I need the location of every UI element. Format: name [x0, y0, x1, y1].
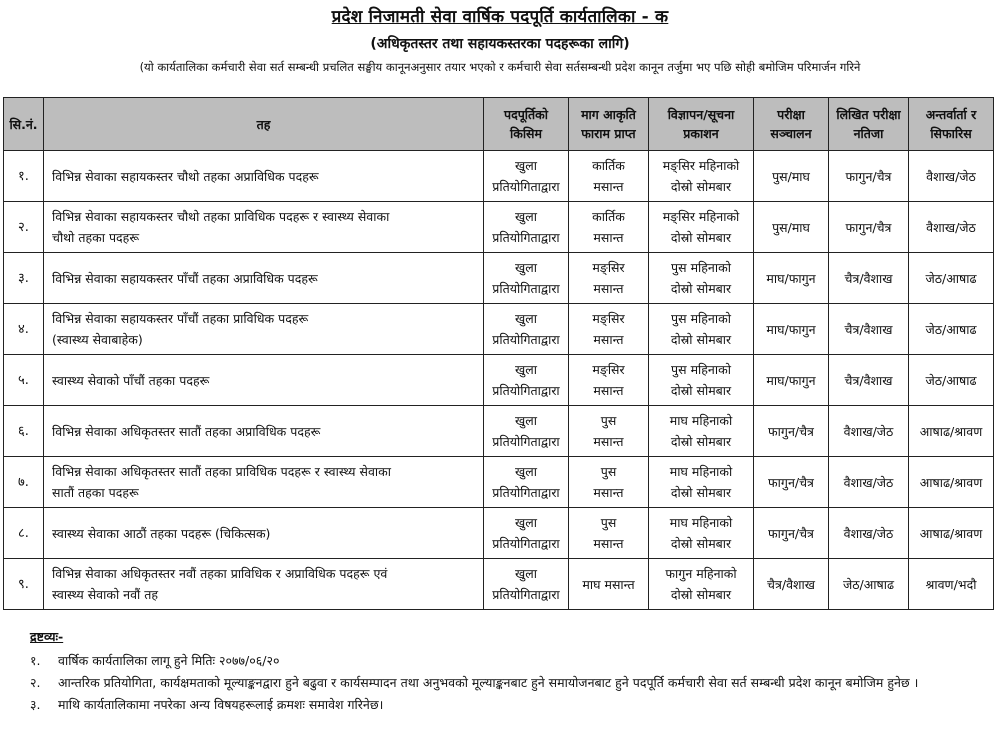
cell-sn: १.: [4, 151, 44, 202]
header-type: पदपूर्तिको किसिम: [484, 98, 569, 151]
cell-result: वैशाख/जेठ: [829, 457, 909, 508]
cell-sn: ६.: [4, 406, 44, 457]
cell-result: फागुन/चैत्र: [829, 202, 909, 253]
cell-sn: ८.: [4, 508, 44, 559]
header-form: माग आकृति फाराम प्राप्त: [569, 98, 649, 151]
cell-ad: पुस महिनाको दोस्रो सोमबार: [649, 355, 754, 406]
cell-result: वैशाख/जेठ: [829, 508, 909, 559]
cell-form: कार्तिक मसान्त: [569, 151, 649, 202]
cell-form: मङ्सिर मसान्त: [569, 355, 649, 406]
cell-form: पुस मसान्त: [569, 406, 649, 457]
header-result: लिखित परीक्षा नतिजा: [829, 98, 909, 151]
cell-interview: वैशाख/जेठ: [909, 202, 994, 253]
table-row: [4, 406, 994, 457]
cell-ad: माघ महिनाको दोस्रो सोमबार: [649, 508, 754, 559]
cell-exam: माघ/फागुन: [754, 253, 829, 304]
cell-interview: आषाढ/श्रावण: [909, 457, 994, 508]
cell-type: खुला प्रतियोगिताद्वारा: [484, 355, 569, 406]
remarks-section: [30, 628, 990, 716]
cell-interview: जेठ/आषाढ: [909, 253, 994, 304]
table-header-row: [4, 98, 994, 151]
cell-type: खुला प्रतियोगिताद्वारा: [484, 406, 569, 457]
cell-exam: फागुन/चैत्र: [754, 406, 829, 457]
header-interview: अन्तर्वार्ता र सिफारिस: [909, 98, 994, 151]
cell-post: विभिन्न सेवाका सहायकस्तर पाँचौं तहका अप्राविधिक पदहरू: [44, 253, 484, 304]
cell-sn: ७.: [4, 457, 44, 508]
cell-sn: ९.: [4, 559, 44, 610]
cell-exam: चैत्र/वैशाख: [754, 559, 829, 610]
cell-type: खुला प्रतियोगिताद्वारा: [484, 151, 569, 202]
header-exam: परीक्षा सञ्चालन: [754, 98, 829, 151]
table-row: [4, 304, 994, 355]
cell-ad: पुस महिनाको दोस्रो सोमबार: [649, 253, 754, 304]
cell-result: चैत्र/वैशाख: [829, 304, 909, 355]
cell-exam: पुस/माघ: [754, 202, 829, 253]
table-row: [4, 202, 994, 253]
remark-number: २.: [30, 675, 41, 690]
remark-item: [30, 694, 990, 716]
cell-post: विभिन्न सेवाका सहायकस्तर चौथो तहका प्राविधिक पदहरू र स्वास्थ्य सेवाका चौथो तहका पदहरू: [44, 202, 484, 253]
cell-exam: पुस/माघ: [754, 151, 829, 202]
cell-interview: जेठ/आषाढ: [909, 355, 994, 406]
cell-exam: फागुन/चैत्र: [754, 508, 829, 559]
page-subtitle: (अधिकृतस्तर तथा सहायकस्तरका पदहरूका लागि): [370, 36, 630, 52]
remark-item: [30, 672, 990, 694]
table-row: [4, 508, 994, 559]
cell-type: खुला प्रतियोगिताद्वारा: [484, 304, 569, 355]
remark-number: १.: [30, 653, 41, 668]
cell-exam: फागुन/चैत्र: [754, 457, 829, 508]
cell-type: खुला प्रतियोगिताद्वारा: [484, 508, 569, 559]
cell-interview: वैशाख/जेठ: [909, 151, 994, 202]
cell-type: खुला प्रतियोगिताद्वारा: [484, 202, 569, 253]
cell-ad: पुस महिनाको दोस्रो सोमबार: [649, 304, 754, 355]
remark-text: वार्षिक कार्यतालिका लागू हुने मितिः २०७७/०६/२०: [58, 653, 280, 668]
cell-exam: माघ/फागुन: [754, 304, 829, 355]
cell-form: मङ्सिर मसान्त: [569, 253, 649, 304]
cell-ad: फागुन महिनाको दोस्रो सोमबार: [649, 559, 754, 610]
cell-post: विभिन्न सेवाका सहायकस्तर चौथो तहका अप्राविधिक पदहरू: [44, 151, 484, 202]
cell-interview: आषाढ/श्रावण: [909, 508, 994, 559]
cell-sn: ४.: [4, 304, 44, 355]
cell-interview: जेठ/आषाढ: [909, 304, 994, 355]
cell-post: विभिन्न सेवाका सहायकस्तर पाँचौं तहका प्राविधिक पदहरू (स्वास्थ्य सेवाबाहेक): [44, 304, 484, 355]
cell-form: कार्तिक मसान्त: [569, 202, 649, 253]
cell-post: विभिन्न सेवाका अधिकृतस्तर सातौं तहका प्राविधिक पदहरू र स्वास्थ्य सेवाका सातौं तहका पदहरू: [44, 457, 484, 508]
schedule-table: [3, 97, 994, 610]
page-title: प्रदेश निजामती सेवा वार्षिक पदपूर्ति कार्यतालिका - क: [331, 7, 669, 27]
page-note: (यो कार्यतालिका कर्मचारी सेवा सर्त सम्बन्धी प्रचलित सङ्घीय कानूनअनुसार तयार भएको र कर्मचारी सेवा सर्तसम्बन्धी प्रदेश कानून तर्जुमा भए पछि सोही बमोजिम परिमार्जन गरिने: [139, 60, 861, 74]
cell-ad: मङ्सिर महिनाको दोस्रो सोमबार: [649, 151, 754, 202]
cell-form: पुस मसान्त: [569, 508, 649, 559]
cell-result: चैत्र/वैशाख: [829, 253, 909, 304]
header-ad: विज्ञापन/सूचना प्रकाशन: [649, 98, 754, 151]
header-sn: सि.नं.: [4, 98, 44, 151]
table-body: [4, 151, 994, 610]
cell-sn: २.: [4, 202, 44, 253]
table-row: [4, 457, 994, 508]
cell-post: विभिन्न सेवाका अधिकृतस्तर नवौं तहका प्राविधिक र अप्राविधिक पदहरू एवं स्वास्थ्य सेवाको नवौं तह: [44, 559, 484, 610]
cell-exam: माघ/फागुन: [754, 355, 829, 406]
remarks-list: [30, 650, 990, 716]
cell-type: खुला प्रतियोगिताद्वारा: [484, 253, 569, 304]
cell-result: फागुन/चैत्र: [829, 151, 909, 202]
table-row: [4, 151, 994, 202]
cell-sn: ५.: [4, 355, 44, 406]
cell-form: माघ मसान्त: [569, 559, 649, 610]
cell-interview: आषाढ/श्रावण: [909, 406, 994, 457]
cell-result: वैशाख/जेठ: [829, 406, 909, 457]
cell-sn: ३.: [4, 253, 44, 304]
cell-type: खुला प्रतियोगिताद्वारा: [484, 457, 569, 508]
cell-post: स्वास्थ्य सेवाको पाँचौं तहका पदहरू: [44, 355, 484, 406]
cell-form: मङ्सिर मसान्त: [569, 304, 649, 355]
table-row: [4, 559, 994, 610]
remarks-heading: द्रष्टव्यः-: [30, 629, 64, 644]
remark-text: आन्तरिक प्रतियोगिता, कार्यक्षमताको मूल्याङ्कनद्वारा हुने बढुवा र कार्यसम्पादन तथा अनुभवको मूल्याङ्कनबाट हुने समायोजनबाट हुने पदपूर्ति कर्मचारी सेवा सर्त सम्बन्धी प्रदेश कानून बमोजिम हुनेछ ।: [58, 675, 919, 690]
remark-number: ३.: [30, 697, 41, 712]
remark-item: [30, 650, 990, 672]
cell-ad: मङ्सिर महिनाको दोस्रो सोमबार: [649, 202, 754, 253]
cell-ad: माघ महिनाको दोस्रो सोमबार: [649, 457, 754, 508]
cell-ad: माघ महिनाको दोस्रो सोमबार: [649, 406, 754, 457]
table-row: [4, 253, 994, 304]
cell-post: स्वास्थ्य सेवाका आठौं तहका पदहरू (चिकित्सक): [44, 508, 484, 559]
remark-text: माथि कार्यतालिकामा नपरेका अन्य विषयहरूलाई क्रमशः समावेश गरिनेछ।: [58, 697, 384, 712]
cell-type: खुला प्रतियोगिताद्वारा: [484, 559, 569, 610]
cell-result: जेठ/आषाढ: [829, 559, 909, 610]
cell-form: पुस मसान्त: [569, 457, 649, 508]
cell-post: विभिन्न सेवाका अधिकृतस्तर सातौं तहका अप्राविधिक पदहरू: [44, 406, 484, 457]
cell-interview: श्रावण/भदौ: [909, 559, 994, 610]
table-row: [4, 355, 994, 406]
header-post: तह: [44, 98, 484, 151]
cell-result: चैत्र/वैशाख: [829, 355, 909, 406]
